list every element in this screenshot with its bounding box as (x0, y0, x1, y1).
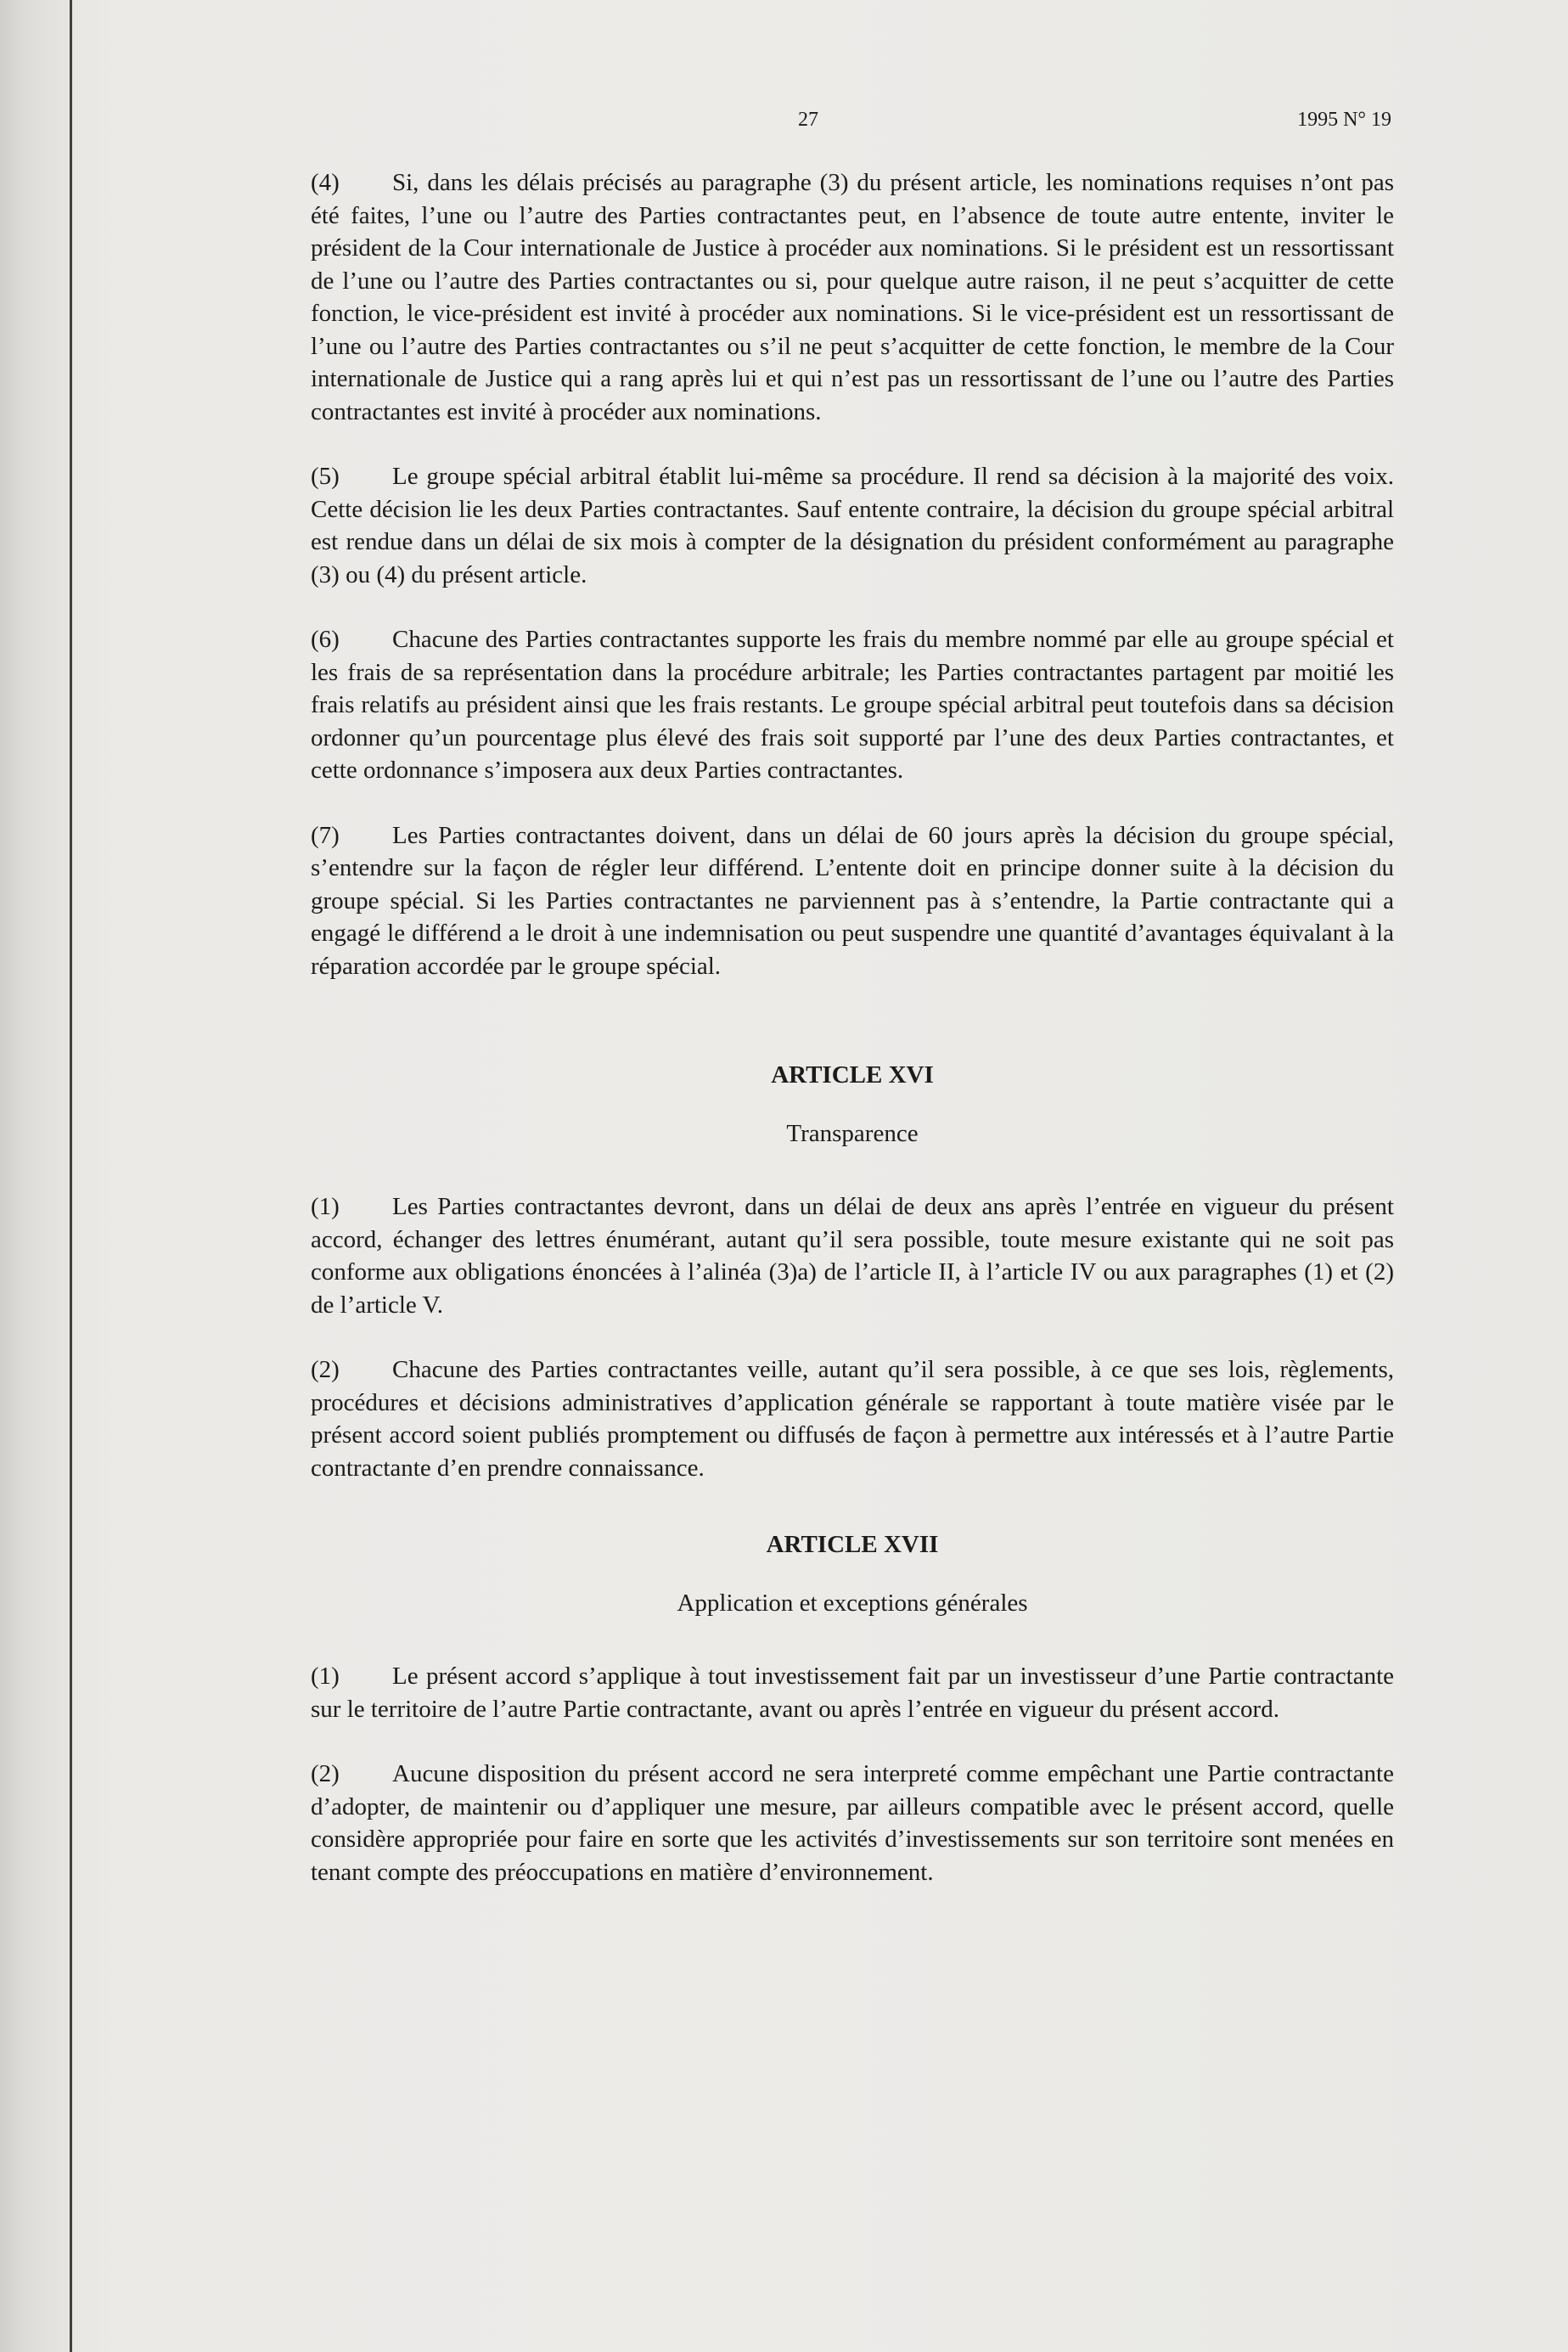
paragraph-number: (6) (311, 626, 340, 653)
paragraph-number: (1) (311, 1193, 340, 1220)
paragraph-text: Chacune des Parties contractantes supporte les frais du membre nommé par elle au groupe spécial et les frais de sa représentation dans la procédure arbitrale; les Parties contractantes partagent par moitié les frais relatifs au président ainsi que les frais restants. Le groupe spécial arbitral peut toutefois dans sa décision ordonner qu’un pourcentage plus élevé des frais soit supporté par l’une des deux Parties contractantes, et cette ordonnance s’imposera aux deux Parties contractantes. (311, 626, 1394, 784)
issue-reference: 1995 N° 19 (1297, 109, 1391, 131)
paragraph-number: (2) (311, 1760, 340, 1787)
page-number: 27 (798, 109, 818, 131)
article-xvii-heading: ARTICLE XVII (766, 1531, 939, 1558)
article-xvi-subtitle: Transparence (786, 1119, 919, 1147)
article-xvii-subtitle: Application et exceptions générales (677, 1589, 1028, 1617)
paragraph-number: (2) (311, 1356, 340, 1383)
paragraph-xv-4 (311, 166, 1394, 428)
paragraph-xvii-2 (311, 1758, 1394, 1888)
paragraph-text: Le présent accord s’applique à tout investissement fait par un investisseur d’une Partie contractante sur le territoire de l’autre Partie contractante, avant ou après l’entrée en vigueur du présent accord. (311, 1663, 1394, 1723)
paragraph-number: (5) (311, 463, 340, 490)
paragraph-xvii-1 (311, 1660, 1394, 1725)
paragraph-number: (4) (311, 169, 340, 196)
paragraph-number: (1) (311, 1663, 340, 1690)
paragraph-text: Aucune disposition du présent accord ne sera interpreté comme empêchant une Partie contractante d’adopter, de maintenir ou d’appliquer une mesure, par ailleurs compatible avec le présent accord, quelle considère appropriée pour faire en sorte que les activités d’investissements sur son territoire sont menées en tenant compte des préoccupations en matière d’environnement. (311, 1760, 1394, 1886)
paragraph-text: Les Parties contractantes doivent, dans un délai de 60 jours après la décision du groupe spécial, s’entendre sur la façon de régler leur différend. L’entente doit en principe donner suite à la décision du groupe spécial. Si les Parties contractantes ne parviennent pas à s’entendre, la Partie contractante qui a engagé le différend a le droit à une indemnisation ou peut suspendre une quantité d’avantages équivalant à la réparation accordée par le groupe spécial. (311, 821, 1394, 980)
page-binding-shadow (0, 0, 76, 2352)
paragraph-text: Le groupe spécial arbitral établit lui-même sa procédure. Il rend sa décision à la majorité des voix. Cette décision lie les deux Parties contractantes. Sauf entente contraire, la décision du groupe spécial arbitral est rendue dans un délai de six mois à compter de la désignation du président conformément au paragraphe (3) ou (4) du présent article. (311, 463, 1394, 588)
paragraph-xv-6 (311, 623, 1394, 787)
paragraph-xvi-1 (311, 1190, 1394, 1321)
paragraph-xvi-2 (311, 1353, 1394, 1484)
paragraph-text: Si, dans les délais précisés au paragraphe (3) du présent article, les nominations requises n’ont pas été faites, l’une ou l’autre des Parties contractantes peut, en l’absence de toute autre entente, inviter le président de la Cour internationale de Justice à procéder aux nominations. Si le président est un ressortissant de l’une ou l’autre des Parties contractantes ou si, pour quelque autre raison, il ne peut s’acquitter de cette fonction, le vice-président est invité à procéder aux nominations. Si le vice-président est un ressortissant de l’une ou l’autre des Parties contractantes ou s’il ne peut s’acquitter de cette fonction, le membre de la Cour internationale de Justice qui a rang après lui et qui n’est pas un ressortissant de l’une ou l’autre des Parties contractantes est invité à procéder aux nominations. (311, 169, 1394, 425)
paragraph-xv-7 (311, 819, 1394, 983)
document-body (311, 166, 1394, 1921)
paragraph-text: Chacune des Parties contractantes veille, autant qu’il sera possible, à ce que ses lois, règlements, procédures et décisions administratives d’application générale se rapportant à toute matière visée par le présent accord soient publiés promptement ou diffusés de façon à permettre aux intéressés et à l’autre Partie contractante d’en prendre connaissance. (311, 1356, 1394, 1482)
paragraph-text: Les Parties contractantes devront, dans un délai de deux ans après l’entrée en vigueur du présent accord, échanger des lettres énumérant, autant qu’il sera possible, toute mesure existante qui ne soit pas conforme aux obligations énoncées à l’alinéa (3)a) de l’article II, à l’article IV ou aux paragraphes (1) et (2) de l’article V. (311, 1193, 1394, 1319)
paragraph-number: (7) (311, 821, 340, 849)
binding-edge-line (70, 0, 72, 2352)
page-header (0, 109, 1568, 143)
paragraph-xv-5 (311, 460, 1394, 591)
article-xvi-heading: ARTICLE XVI (771, 1061, 934, 1089)
